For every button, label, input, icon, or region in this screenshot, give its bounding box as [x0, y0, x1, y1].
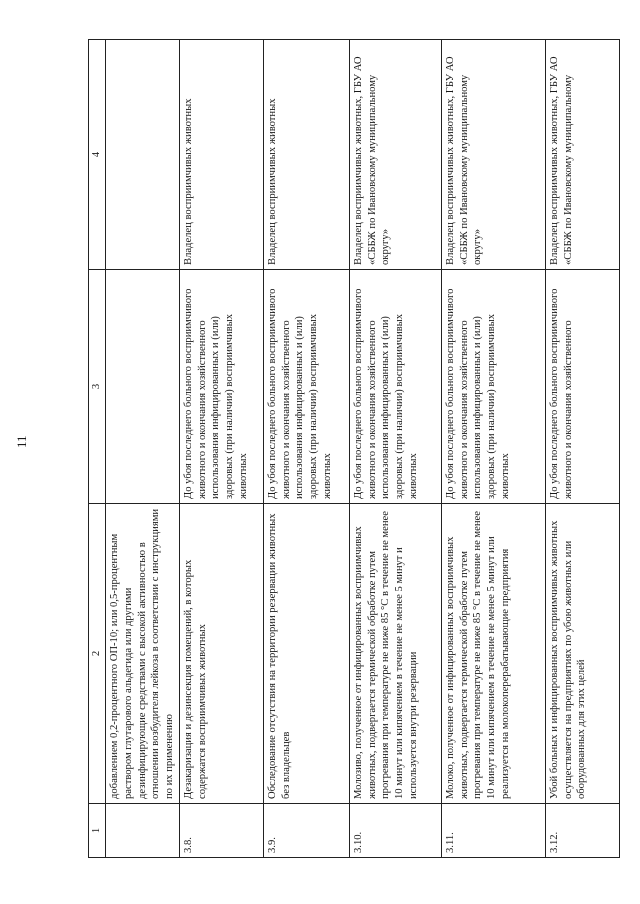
- cell-responsible: Владелец восприимчивых животных: [263, 40, 349, 270]
- table-row-continuation: [106, 40, 180, 858]
- table-row-3-12: [545, 40, 619, 858]
- cell-number: 3.10.: [349, 804, 441, 858]
- table-row-3-8: [179, 40, 263, 858]
- cell-responsible: Владелец восприимчивых животных, ГБУ АО «СББЖ по Ивановскому муниципальному округу»: [349, 40, 441, 270]
- cell-responsible: [106, 40, 180, 270]
- cell-term: До убоя последнего больного восприимчивого животного и окончания хозяйственного: [545, 270, 619, 504]
- cell-term: До убоя последнего больного восприимчивого животного и окончания хозяйственного использования инфицированных и (или) здоровых (при наличии) восприимчивых животных: [441, 270, 545, 504]
- cell-measure: Дезакаризация и дезинсекция помещений, в которых содержатся восприимчивых животных: [179, 504, 263, 804]
- cell-term: До убоя последнего больного восприимчивого животного и окончания хозяйственного использования инфицированных и (или) здоровых (при наличии) восприимчивых животных: [263, 270, 349, 504]
- cell-number: 3.9.: [263, 804, 349, 858]
- table-header-row: [89, 40, 106, 858]
- cell-responsible: Владелец восприимчивых животных: [179, 40, 263, 270]
- cell-term: [106, 270, 180, 504]
- cell-term: До убоя последнего больного восприимчивого животного и окончания хозяйственного использования инфицированных и (или) здоровых (при наличии) восприимчивых животных: [179, 270, 263, 504]
- cell-responsible: Владелец восприимчивых животных, ГБУ АО «СББЖ по Ивановскому муниципальному округу»: [441, 40, 545, 270]
- cell-responsible: Владелец восприимчивых животных, ГБУ АО «СББЖ по Ивановскому муниципальному: [545, 40, 619, 270]
- header-col-number: 1: [89, 804, 106, 858]
- table-row-3-10: [349, 40, 441, 858]
- rotated-table-container: [88, 40, 620, 858]
- cell-number: [106, 804, 180, 858]
- cell-term: До убоя последнего больного восприимчивого животного и окончания хозяйственного использования инфицированных и (или) здоровых (при наличии) восприимчивых животных: [349, 270, 441, 504]
- page-number: 11: [14, 435, 29, 448]
- cell-number: 3.8.: [179, 804, 263, 858]
- table-row-3-11: [441, 40, 545, 858]
- cell-measure: Обследование отсутствия на территории резервации животных без владельцев: [263, 504, 349, 804]
- header-col-measure: 2: [89, 504, 106, 804]
- cell-measure: добавлением 0,2-процентного ОП-10; или 0,5-процентным раствором глутарового альдегида или другими дезинфицирующие средствами с высокой активностью в отношении возбудителя лейкоза в соответствии с инструкциями по их применению: [106, 504, 180, 804]
- cell-measure: Молоко, полученное от инфицированных восприимчивых животных, подвергается термической обработке путем прогревания при температуре не ниже 85 °С в течение не менее 10 минут или кипячением в течение не менее 5 минут или реализуется на молокоперерабатывающие предприятия: [441, 504, 545, 804]
- header-col-responsible: 4: [89, 40, 106, 270]
- cell-number: 3.12.: [545, 804, 619, 858]
- table-row-3-9: [263, 40, 349, 858]
- cell-measure: Убой больных и инфицированных восприимчивых животных осуществляется на предприятиях по убою животных или оборудованных для этих целей: [545, 504, 619, 804]
- cell-measure: Молозиво, полученное от инфицированных восприимчивых животных, подвергается термической обработке путем прогревания при температуре не ниже 85 °С в течение не менее 10 минут или кипячением в течение не менее 5 минут и используется внутри резервации: [349, 504, 441, 804]
- cell-number: 3.11.: [441, 804, 545, 858]
- header-col-term: 3: [89, 270, 106, 504]
- measures-table: [88, 39, 620, 858]
